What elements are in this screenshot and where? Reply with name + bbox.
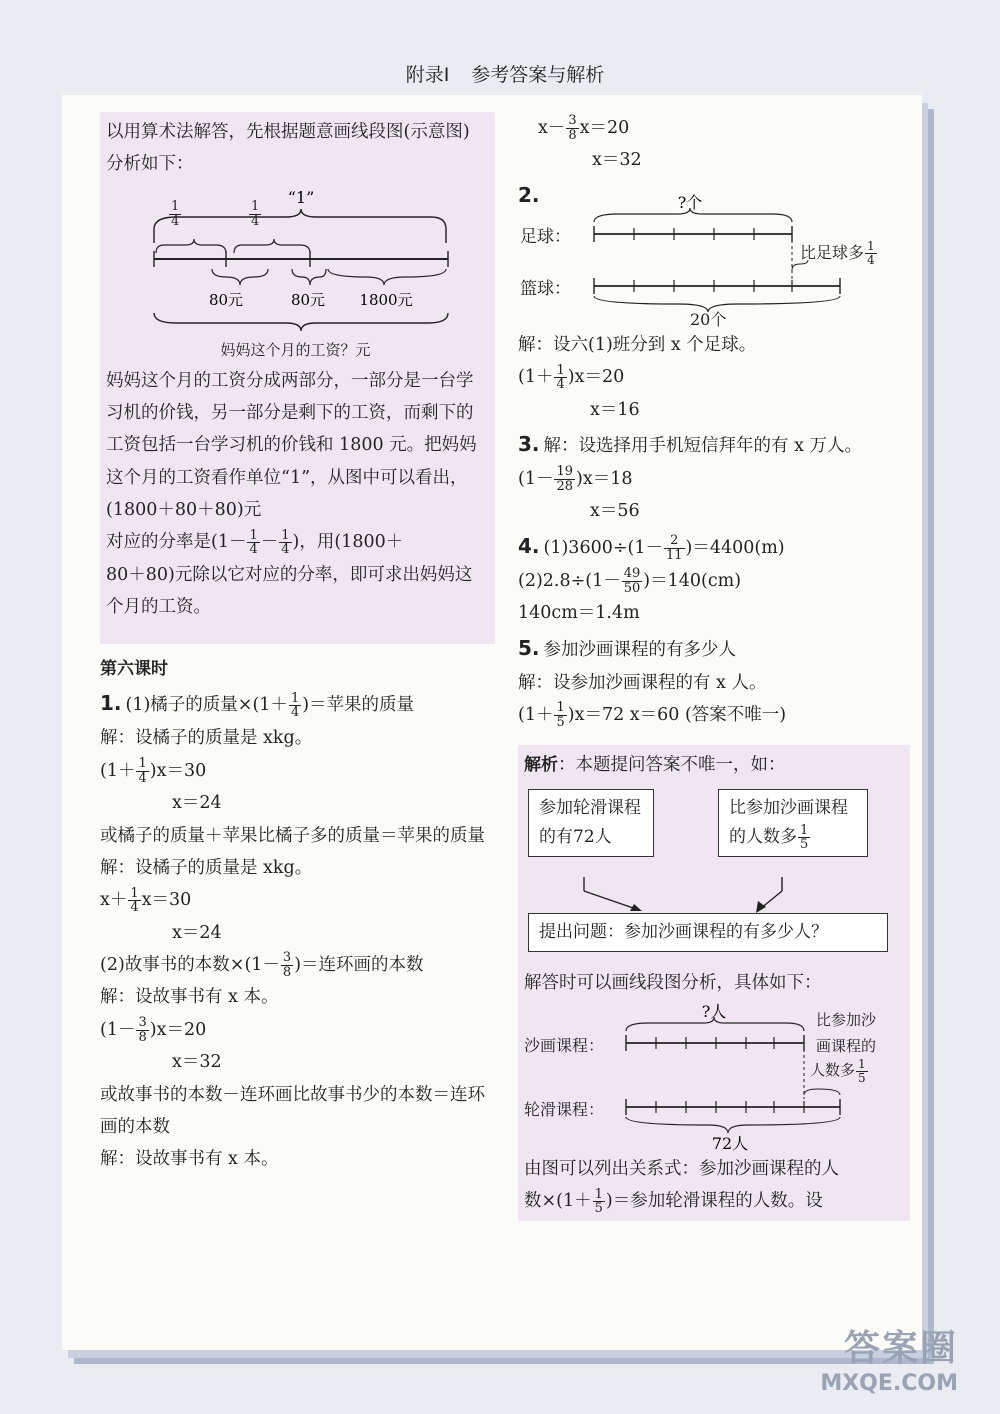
fraction-quarter-b: $\frac{1}{4}$ — [251, 199, 260, 229]
header-appendix: 附录Ⅰ — [405, 64, 450, 86]
q1-line-6: 解：设橘子的质量是 xkg。 — [100, 857, 313, 878]
segment-80-b: 80元 — [290, 290, 326, 309]
q1-line-13: 或故事书的本数－连环画比故事书少的本数＝连环画的本数 — [100, 1084, 485, 1137]
q1-line-10: 解：设故事书有 x 本。 — [100, 987, 279, 1008]
q1-line-7: x＋ $\frac{1}{4}$ x＝30 — [100, 885, 192, 916]
q3-line-3: x＝56 — [590, 501, 640, 522]
note-paragraph-1: 妈妈这个月的工资分成两部分，一部分是一台学习机的价钱，另一部分是剩下的工资，而剩下的工资包括一台学习机的价钱和 1800 元。把妈妈这个月的工资看作单位“1”，从图中可以看出，(1800＋80＋80)元 — [106, 370, 477, 520]
question-count: ?个 — [677, 193, 703, 212]
q1-line-9: (2)故事书的本数×(1－ $\frac{3}{8}$ )＝连环画的本数 — [100, 950, 424, 981]
q1-line-5: 或橘子的质量＋苹果比橘子多的质量＝苹果的质量 — [100, 825, 485, 846]
analysis-note-2 — [518, 745, 910, 1221]
q2-line-2: (1＋ $\frac{1}{4}$ )x＝20 — [518, 362, 625, 393]
q2-line-3: x＝16 — [590, 399, 640, 420]
q1-line-2: 解：设橘子的质量是 xkg。 — [100, 728, 313, 749]
sand-course-label: 沙画课程： — [524, 1036, 605, 1056]
q1-line-8: x＝24 — [172, 922, 222, 943]
basketball-label: 篮球： — [520, 278, 571, 299]
more-than-football-label: 比足球多 $\frac{1}{4}$ — [800, 239, 875, 267]
header-title: 参考答案与解析 — [471, 64, 605, 86]
more-label-2: 画课程的 — [816, 1037, 877, 1056]
analysis-note-1 — [100, 112, 495, 644]
diagram-unit-one: “1” — [287, 187, 315, 207]
question-people: ?人 — [701, 1003, 727, 1022]
total-people: 72人 — [711, 1134, 749, 1154]
analysis-lead: 解析：本题提问答案不唯一，如： — [524, 755, 786, 776]
q4-line-1: 4. (1)3600÷(1－ $\frac{2}{11}$ )＝4400(m) — [518, 533, 785, 563]
r-top-line-2: x＝32 — [592, 150, 642, 171]
q2-number: 2. — [518, 182, 540, 207]
analysis-line-1: 解答时可以画线段图分析，具体如下： — [524, 973, 822, 994]
ball-diagram — [518, 194, 910, 314]
ball-total-label: 20个 — [690, 309, 727, 329]
diagram-salary-label: 妈妈这个月的工资？元 — [220, 340, 371, 359]
condition-box-more: 比参加沙画课程的人数多 $\frac{1}{5}$ — [718, 789, 868, 857]
more-label-1: 比参加沙 — [816, 1011, 877, 1030]
q4-line-2: (2)2.8÷(1－ $\frac{49}{50}$ )＝140(cm) — [518, 566, 742, 596]
q3-line-2: (1－ $\frac{19}{28}$ )x＝18 — [518, 464, 633, 495]
q1-line-4: x＝24 — [172, 793, 222, 814]
question-box: 提出问题：参加沙画课程的有多少人？ — [528, 913, 888, 952]
q1-line-14: 解：设故事书有 x 本。 — [100, 1149, 279, 1170]
page-header — [370, 60, 640, 90]
more-label-3: 人数多 $\frac{1}{5}$ — [810, 1057, 866, 1085]
q2-line-1: 解：设六(1)班分到 x 个足球。 — [518, 334, 757, 355]
site-watermark: 答案圈 MXQE.COM — [820, 1328, 958, 1396]
fraction-quarter-a: $\frac{1}{4}$ — [171, 199, 180, 229]
segment-1800: 1800元 — [359, 290, 413, 309]
analysis-line-2: 由图可以列出关系式：参加沙画课程的人 — [524, 1159, 839, 1180]
q5-line-2: 解：设参加沙画课程的有 x 人。 — [518, 672, 767, 693]
q4-line-3: 140cm＝1.4m — [518, 603, 640, 624]
r-top-line-1: x－ $\frac{3}{8}$ x＝20 — [538, 113, 630, 143]
condition-box-skate: 参加轮滑课程的有72人 — [528, 789, 654, 857]
q1-line-3: (1＋ $\frac{1}{4}$ )x＝30 — [100, 756, 207, 786]
right-column — [518, 112, 910, 1221]
q5-line-1: 5. 参加沙画课程的有多少人 — [518, 635, 737, 660]
football-label: 足球： — [520, 226, 571, 247]
analysis-line-3: 数×(1＋ $\frac{1}{5}$ )＝参加轮滑课程的人数。设 — [524, 1186, 823, 1217]
segment-80-a: 80元 — [208, 290, 244, 309]
q3-line-1: 3. 解：设选择用手机短信拜年的有 x 万人。 — [518, 432, 863, 457]
section-title: 第六课时 — [100, 659, 168, 679]
q1-line-12: x＝32 — [172, 1052, 222, 1073]
q1-line-1: 1. (1)橘子的质量×(1＋ $\frac{1}{4}$ )＝苹果的质量 — [100, 690, 415, 721]
note-paragraph-2: 对应的分率是(1－ $\frac{1}{4}$ － $\frac{1}{4}$ )，用(1800＋ — [106, 527, 404, 558]
note-paragraph-3: 80＋80)元除以它对应的分率，即可求出妈妈这个月的工资。 — [106, 564, 473, 618]
skate-course-label: 轮滑课程： — [524, 1100, 605, 1120]
q1-line-11: (1－ $\frac{3}{8}$ )x＝20 — [100, 1015, 207, 1045]
note-intro: 以用算术法解答，先根据题意画线段图(示意图)分析如下： — [106, 122, 470, 175]
left-column — [100, 112, 495, 1176]
q5-line-3: (1＋ $\frac{1}{5}$ )x＝72 x＝60 (答案不唯一) — [518, 700, 787, 730]
